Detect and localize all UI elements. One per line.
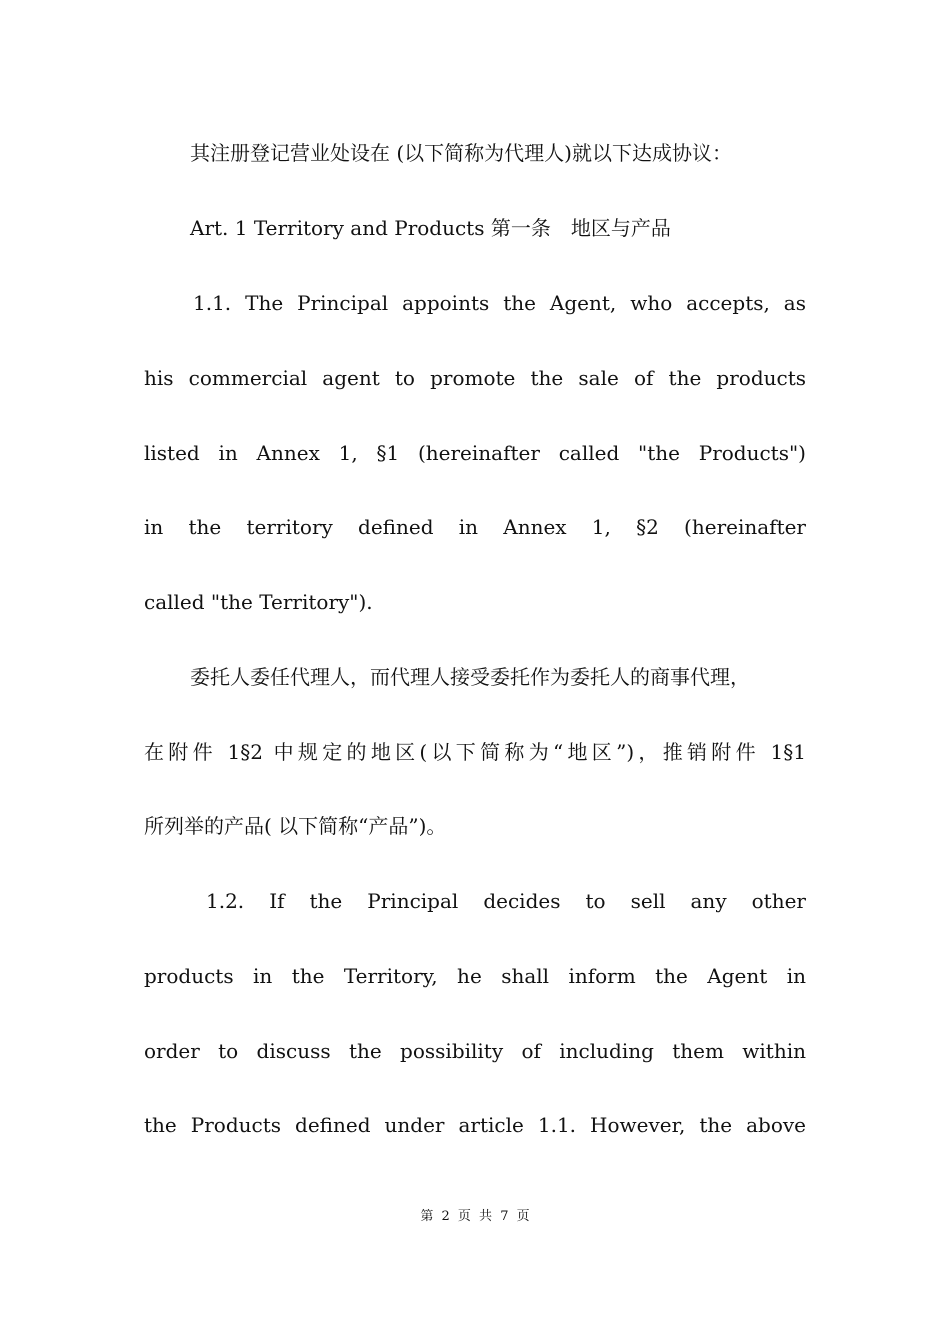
- article-heading: Art. 1 Territory and Products 第一条 地区与产品: [190, 216, 671, 240]
- text-line-1-2: products in the Territory, he shall inform the Agent in: [144, 964, 806, 988]
- text-line-1-1: listed in Annex 1, §1 (hereinafter called "the Products"): [144, 441, 806, 465]
- text-line-1-2: 1.2. If the Principal decides to sell any other: [206, 889, 806, 913]
- page-number-footer: 第 2 页 共 7 页: [420, 1209, 530, 1224]
- text-line-cn: 在附件 1§2 中规定的地区(以下简称为“地区”)，推销附件 1§1: [144, 740, 806, 764]
- text-line-1-2: order to discuss the possibility of including them within: [144, 1039, 806, 1063]
- text-line-1-1: 1.1. The Principal appoints the Agent, who accepts, as: [193, 291, 806, 315]
- text-line-intro: 其注册登记营业处设在 (以下简称为代理人)就以下达成协议：: [190, 141, 732, 165]
- text-line-cn: 委托人委任代理人，而代理人接受委托作为委托人的商事代理，: [190, 665, 750, 689]
- text-line-cn: 所列举的产品( 以下简称“产品”)。: [144, 814, 447, 838]
- text-line-1-1: called "the Territory").: [144, 590, 373, 614]
- text-line-1-1: his commercial agent to promote the sale of the products: [144, 366, 806, 390]
- text-line-1-2: the Products defined under article 1.1. However, the above: [144, 1113, 806, 1137]
- text-line-1-1: in the territory defined in Annex 1, §2 (hereinafter: [144, 515, 806, 539]
